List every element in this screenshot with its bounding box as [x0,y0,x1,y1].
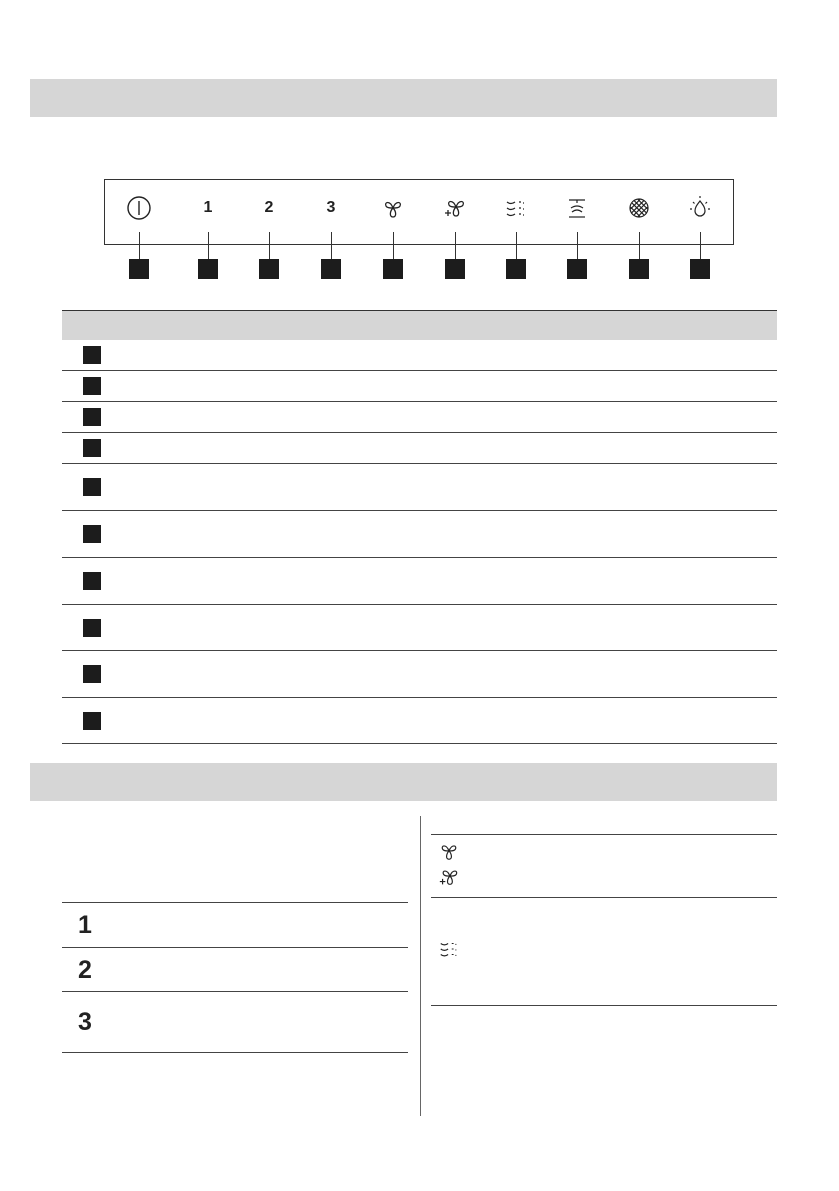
speed-3-button[interactable]: 3 [326,199,336,216]
leader-line-4 [331,232,332,259]
callout-marker-10 [690,259,710,279]
light-icon[interactable] [685,196,715,220]
callout-marker-1 [129,259,149,279]
function-table [62,310,777,744]
table-row [62,605,777,651]
row-marker [83,525,101,543]
table-row [62,558,777,605]
divider-line [431,897,777,898]
table-row [62,651,777,698]
heat-waves-icon[interactable] [501,196,531,220]
leader-line-2 [208,232,209,259]
row-marker [83,619,101,637]
fan-icon[interactable] [378,196,408,220]
row-marker [83,377,101,395]
leader-line-9 [639,232,640,259]
leader-line-5 [393,232,394,259]
speed-3-label: 3 [78,1008,92,1036]
column-divider [420,816,421,1116]
row-marker [83,572,101,590]
callout-marker-6 [445,259,465,279]
fan-plus-icon[interactable] [440,196,470,220]
heat-waves-icon [438,938,464,962]
table-row [62,511,777,558]
leader-line-6 [455,232,456,259]
table-row [62,340,777,371]
leader-line-1 [139,232,140,259]
callout-marker-4 [321,259,341,279]
leader-line-10 [700,232,701,259]
row-marker [83,712,101,730]
divider-line [62,1052,408,1053]
leader-line-3 [269,232,270,259]
row-marker [83,346,101,364]
speed-2-label: 2 [78,956,92,984]
row-marker [83,478,101,496]
leader-line-8 [577,232,578,259]
divider-line [62,947,408,948]
callout-marker-9 [629,259,649,279]
fan-icon [438,840,464,864]
callout-marker-3 [259,259,279,279]
divider-line [431,1005,777,1006]
table-header [62,310,777,340]
table-row [62,371,777,402]
table-row [62,433,777,464]
row-marker [83,439,101,457]
fan-plus-icon [438,866,464,890]
callout-marker-7 [506,259,526,279]
row-marker [83,665,101,683]
callout-marker-8 [567,259,587,279]
table-row [62,464,777,511]
section-header-bar-middle [30,763,777,801]
leader-line-7 [516,232,517,259]
section-header-bar-top [30,79,777,117]
power-icon[interactable] [124,196,154,220]
hood-sensor-icon[interactable] [562,196,592,220]
speed-2-button[interactable]: 2 [264,199,274,216]
table-row [62,698,777,744]
callout-marker-5 [383,259,403,279]
grease-filter-icon[interactable] [624,196,654,220]
row-marker [83,408,101,426]
divider-line [431,834,777,835]
divider-line [62,902,408,903]
speed-1-button[interactable]: 1 [203,199,213,216]
table-row [62,402,777,433]
speed-1-label: 1 [78,911,92,939]
divider-line [62,991,408,992]
callout-marker-2 [198,259,218,279]
